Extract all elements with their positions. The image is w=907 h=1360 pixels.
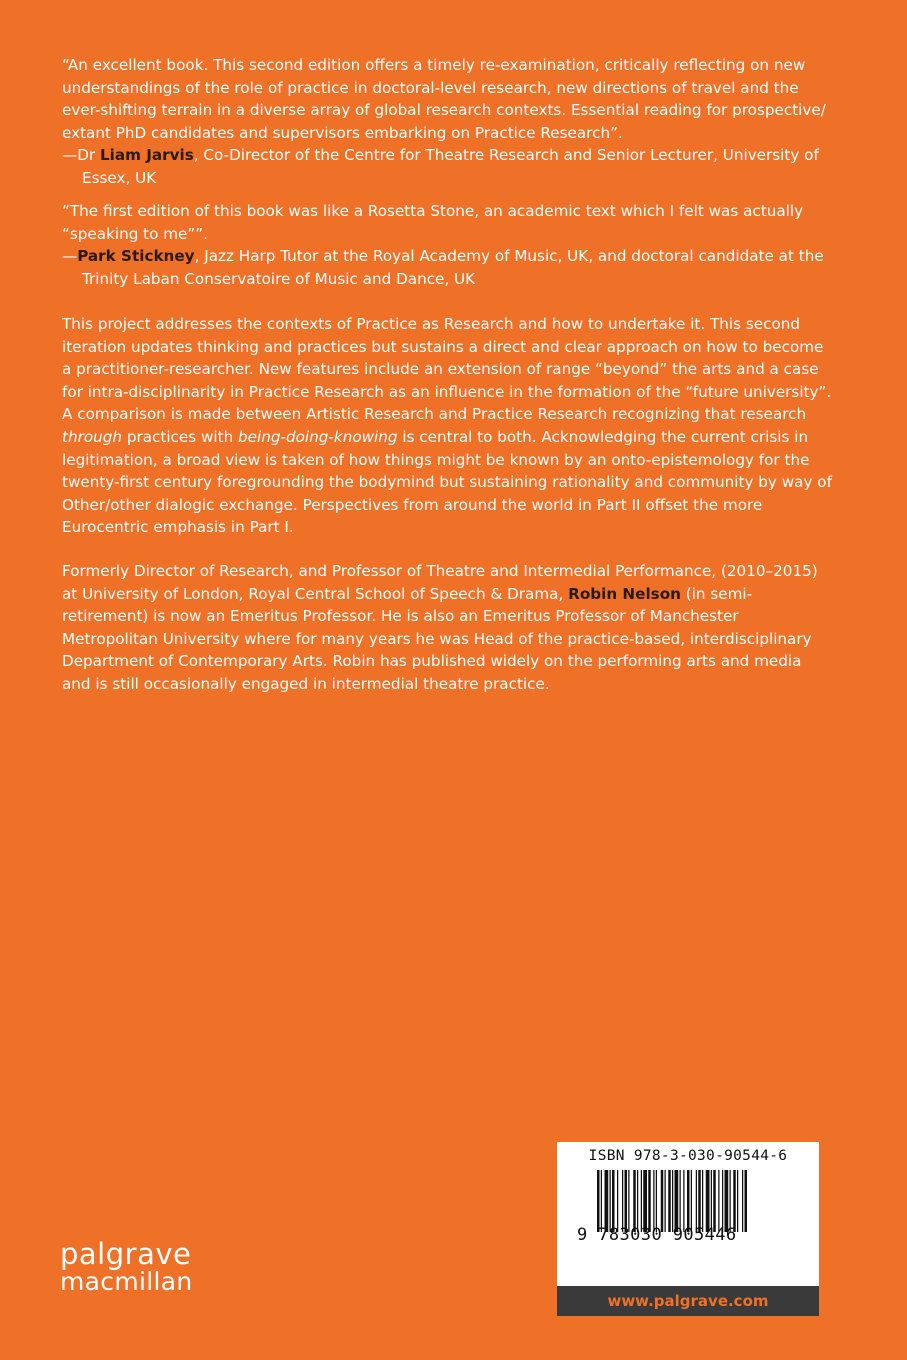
- barcode-bar: [691, 1170, 692, 1232]
- publisher-logo-line1: palgrave: [60, 1237, 192, 1271]
- barcode-bar: [711, 1170, 712, 1232]
- barcode-bar: [643, 1170, 647, 1232]
- barcode-bar: [622, 1170, 623, 1232]
- barcode-bar: [672, 1170, 673, 1232]
- barcode-bar: [653, 1170, 654, 1232]
- barcode-digits: 9 783030 905446: [577, 1225, 737, 1245]
- isbn-label: ISBN 978-3-030-90544-6: [588, 1148, 788, 1164]
- barcode-bar: [597, 1170, 600, 1232]
- barcode-bar: [737, 1170, 738, 1232]
- quote-text: “The first edition of this book was like a Rosetta Stone, an academic text which I felt was actually “speaking to me””.: [62, 202, 804, 243]
- publisher-logo: [60, 1237, 193, 1296]
- bio-paragraph: Formerly Director of Research, and Professor of Theatre and Intermedial Performance, (2010–2015) at University of London, Royal Central School of Speech & Drama, Robin Nelson (in semi-retirement) is now an Emeritus Professor. He is also an Emeritus Professor of Manchester Metropolitan University where for many years he was Head of the practice-based, interdisciplinary Department of Contemporary Arts. Robin has published widely on the performing arts and media and is still occasionally engaged in intermedial theatre practice.: [62, 562, 818, 693]
- barcode-bar: [745, 1170, 748, 1232]
- book-description: [62, 313, 832, 539]
- publisher-logo-line2: macmillan: [60, 1267, 193, 1296]
- barcode-bar: [641, 1170, 642, 1232]
- barcode-bar: [610, 1170, 611, 1232]
- barcode-bar: [675, 1170, 679, 1232]
- barcode-bar: [733, 1170, 736, 1232]
- barcode-bar: [617, 1170, 618, 1232]
- barcode-bar: [730, 1170, 731, 1232]
- endorsement-quote-1: [62, 54, 832, 190]
- author-name: Robin Nelson: [568, 584, 681, 603]
- barcode-bar: [661, 1170, 664, 1232]
- barcode-bars: [597, 1170, 793, 1232]
- endorser-name: Park Stickney: [77, 247, 195, 266]
- barcode-bar: [698, 1170, 701, 1232]
- barcode-bar: [665, 1170, 666, 1232]
- barcode-bar: [702, 1170, 703, 1232]
- barcode-bar: [742, 1170, 743, 1232]
- description-paragraph: This project addresses the contexts of Practice as Research and how to undertake it. This second iteration updates thinking and practices but sustains a direct and clear approach on how to become a practitioner-researcher. New features include an extension of range “beyond” the arts and a case for intra-disciplinarity in Practice Research as an influence in the formation of the “future university”. A comparison is made between Artistic Research and Practice Research recognizing that research through practices with being-doing-knowing is central to both. Acknowledging the current crisis in legitimation, a broad view is taken of how things might be known by an onto-epistemology for the twenty-first century foregrounding the bodymind but sustaining rationality and community by way of Other/other dialogic exchange. Perspectives from around the world in Part II offset the more Eurocentric emphasis in Part I.: [62, 315, 832, 537]
- barcode-bar: [612, 1170, 615, 1232]
- publisher-url: www.palgrave.com: [557, 1286, 819, 1316]
- barcode-bar: [625, 1170, 628, 1232]
- barcode-bar: [683, 1170, 684, 1232]
- barcode-bar: [687, 1170, 690, 1232]
- barcode-bar: [605, 1170, 609, 1232]
- endorser-name: Liam Jarvis: [99, 146, 194, 165]
- endorsement-quote-2: [62, 200, 832, 290]
- barcode-bar: [722, 1170, 723, 1232]
- quote-text: “An excellent book. This second edition offers a timely re-examination, critically reflecting on new understandings of the role of practice in doctoral-level research, new directions of travel and the ever-shifting terrain in a diverse array of global research contexts. Essential reading for prospective/ extant PhD candidates and supervisors embarking on Practice Research”.: [62, 56, 826, 142]
- barcode-bar: [706, 1170, 710, 1232]
- barcode-bar: [668, 1170, 671, 1232]
- barcode-bar: [628, 1170, 629, 1232]
- barcode-bar: [696, 1170, 697, 1232]
- barcode-bar: [601, 1170, 602, 1232]
- barcode-bar: [656, 1170, 657, 1232]
- quote-attribution: —Dr Liam Jarvis, Co-Director of the Centre for Theatre Research and Senior Lecturer, University of Essex, UK: [62, 146, 819, 187]
- barcode-bar: [680, 1170, 681, 1232]
- barcode-bar: [637, 1170, 638, 1232]
- barcode-bar: [725, 1170, 729, 1232]
- barcode-bar: [648, 1170, 651, 1232]
- author-bio: [62, 560, 832, 696]
- barcode-bar: [713, 1170, 716, 1232]
- barcode-bar: [633, 1170, 636, 1232]
- barcode-bar: [718, 1170, 719, 1232]
- quote-attribution: —Park Stickney, Jazz Harp Tutor at the Royal Academy of Music, UK, and doctoral candidate at the Trinity Laban Conservatoire of Music and Dance, UK: [62, 247, 824, 288]
- barcode-panel: [557, 1142, 819, 1286]
